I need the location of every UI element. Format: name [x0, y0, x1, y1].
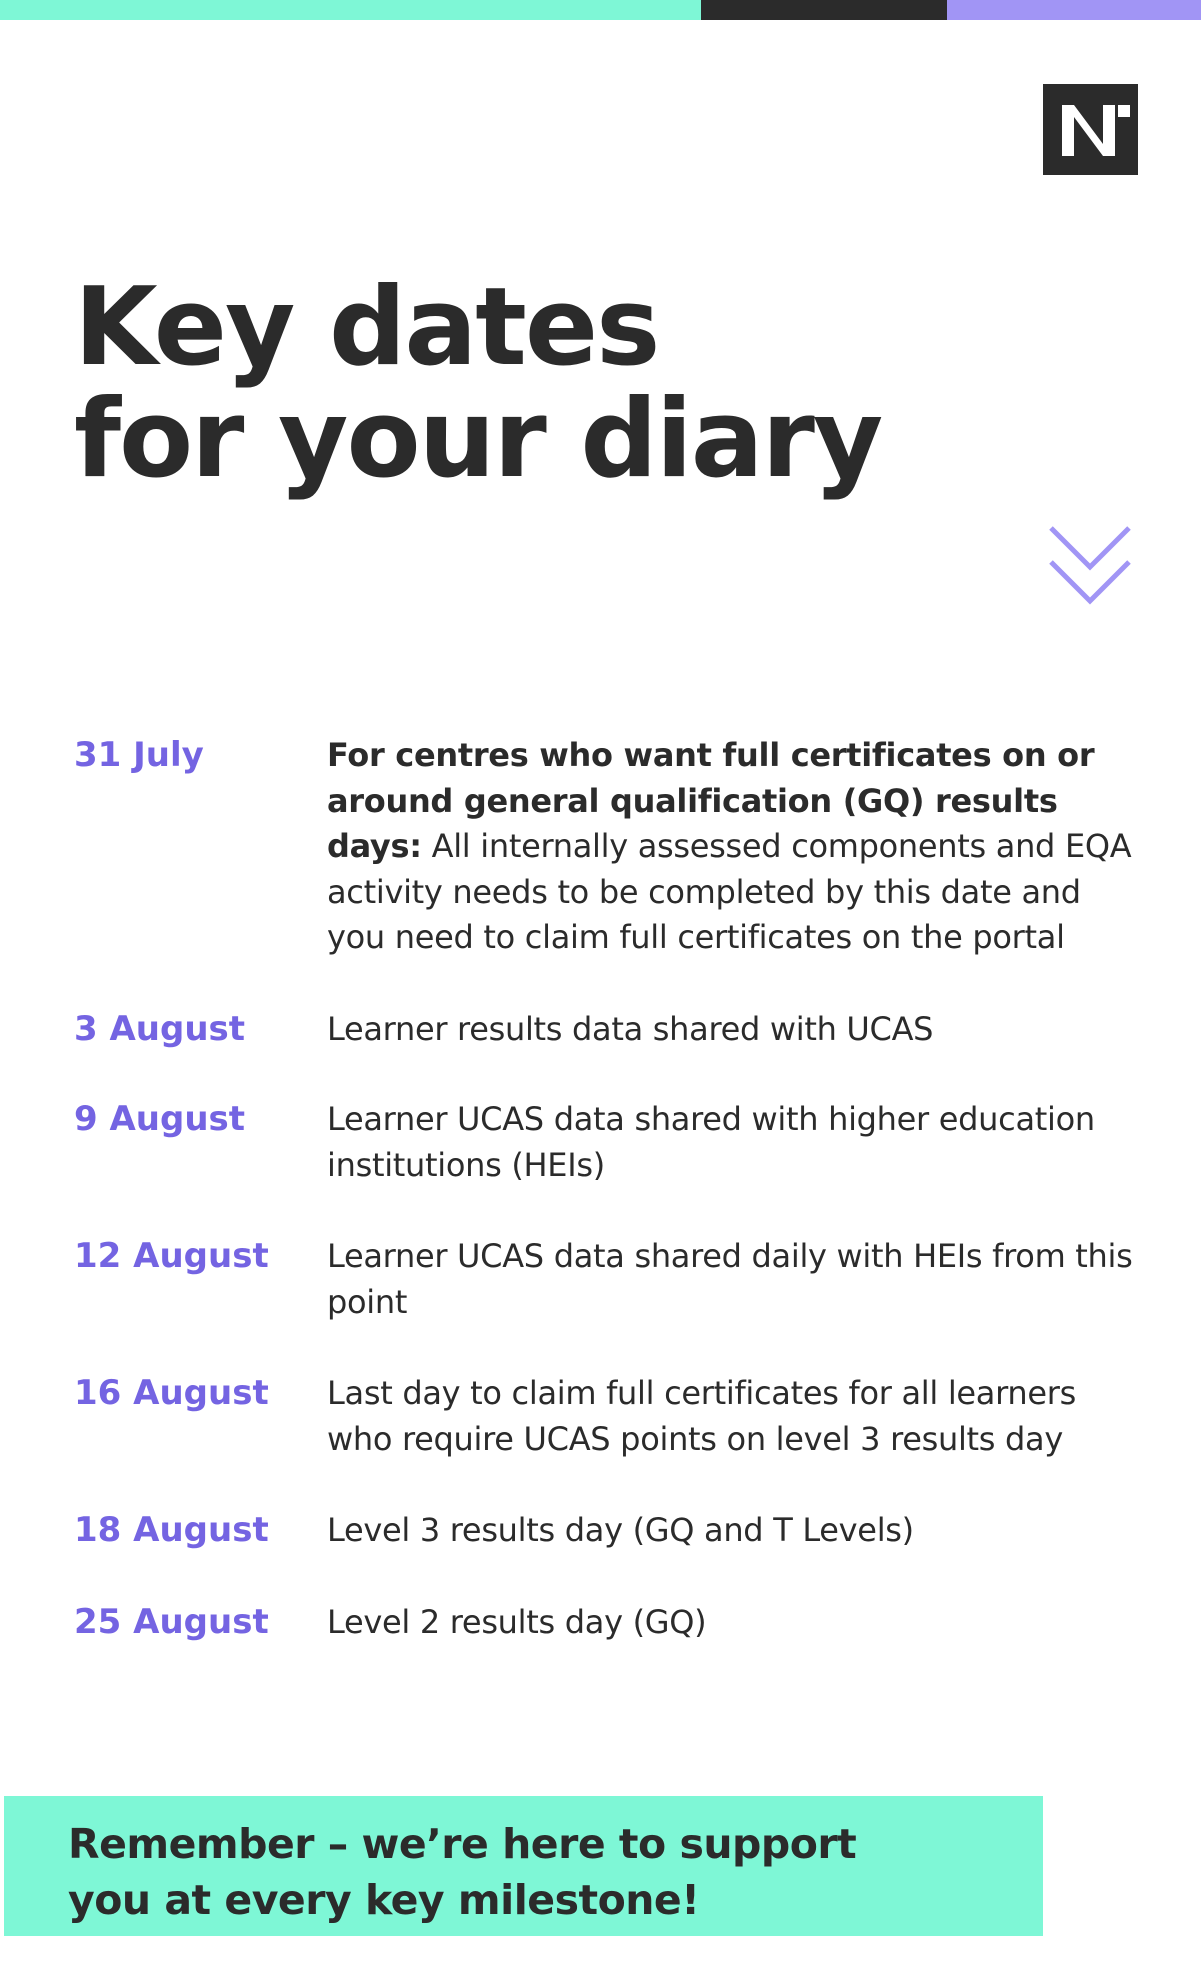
top-bar-lavender-segment — [947, 0, 1201, 20]
title-line-2: for your diary — [74, 377, 882, 502]
key-date-row — [74, 1234, 1144, 1325]
key-date: 16 August — [74, 1373, 269, 1413]
key-date: 25 August — [74, 1601, 269, 1642]
key-date: 31 July — [74, 735, 204, 775]
key-date-description: Learner UCAS data shared daily with HEIs from this point — [327, 1237, 1133, 1321]
key-date: 9 August — [74, 1099, 246, 1139]
double-chevron-down-icon — [1047, 524, 1133, 610]
key-date-description: Learner UCAS data shared with higher education institutions (HEIs) — [327, 1100, 1095, 1184]
key-dates-list — [74, 733, 1144, 1645]
key-date-description — [327, 733, 1144, 961]
support-banner-text — [68, 1816, 1028, 1928]
key-date-description: Level 3 results day (GQ and T Levels) — [327, 1511, 914, 1549]
key-date-description-bold: For centres who want full certificates on or around general qualification (GQ) results days: — [327, 736, 1095, 865]
title-line-1: Key dates — [74, 265, 659, 390]
key-date-row — [74, 1097, 1144, 1188]
top-color-bar — [0, 0, 1201, 20]
key-date-row — [74, 1371, 1144, 1462]
top-bar-mint-segment — [0, 0, 701, 20]
banner-line-2: you at every key milestone! — [68, 1876, 700, 1924]
key-date-description-text: All internally assessed components and EQA activity needs to be completed by this date and you need to claim full certificates on the portal — [327, 827, 1132, 956]
key-date: 18 August — [74, 1510, 269, 1550]
key-date-row — [74, 1007, 1144, 1053]
key-date-description: Learner results data shared with UCAS — [327, 1009, 934, 1048]
key-date-description: Last day to claim full certificates for all learners who require UCAS points on level 3 results day — [327, 1374, 1077, 1458]
key-date-row — [74, 1600, 1144, 1646]
n-logo-icon — [1043, 84, 1138, 175]
support-banner — [4, 1796, 1043, 1936]
key-date-row — [74, 733, 1144, 961]
key-date-description: Level 2 results day (GQ) — [327, 1602, 707, 1641]
top-bar-dark-segment — [701, 0, 947, 20]
key-date: 3 August — [74, 1008, 246, 1049]
key-date-row — [74, 1508, 1144, 1554]
key-date: 12 August — [74, 1236, 269, 1276]
page-title — [74, 265, 1074, 502]
banner-line-1: Remember – we’re here to support — [68, 1820, 857, 1868]
